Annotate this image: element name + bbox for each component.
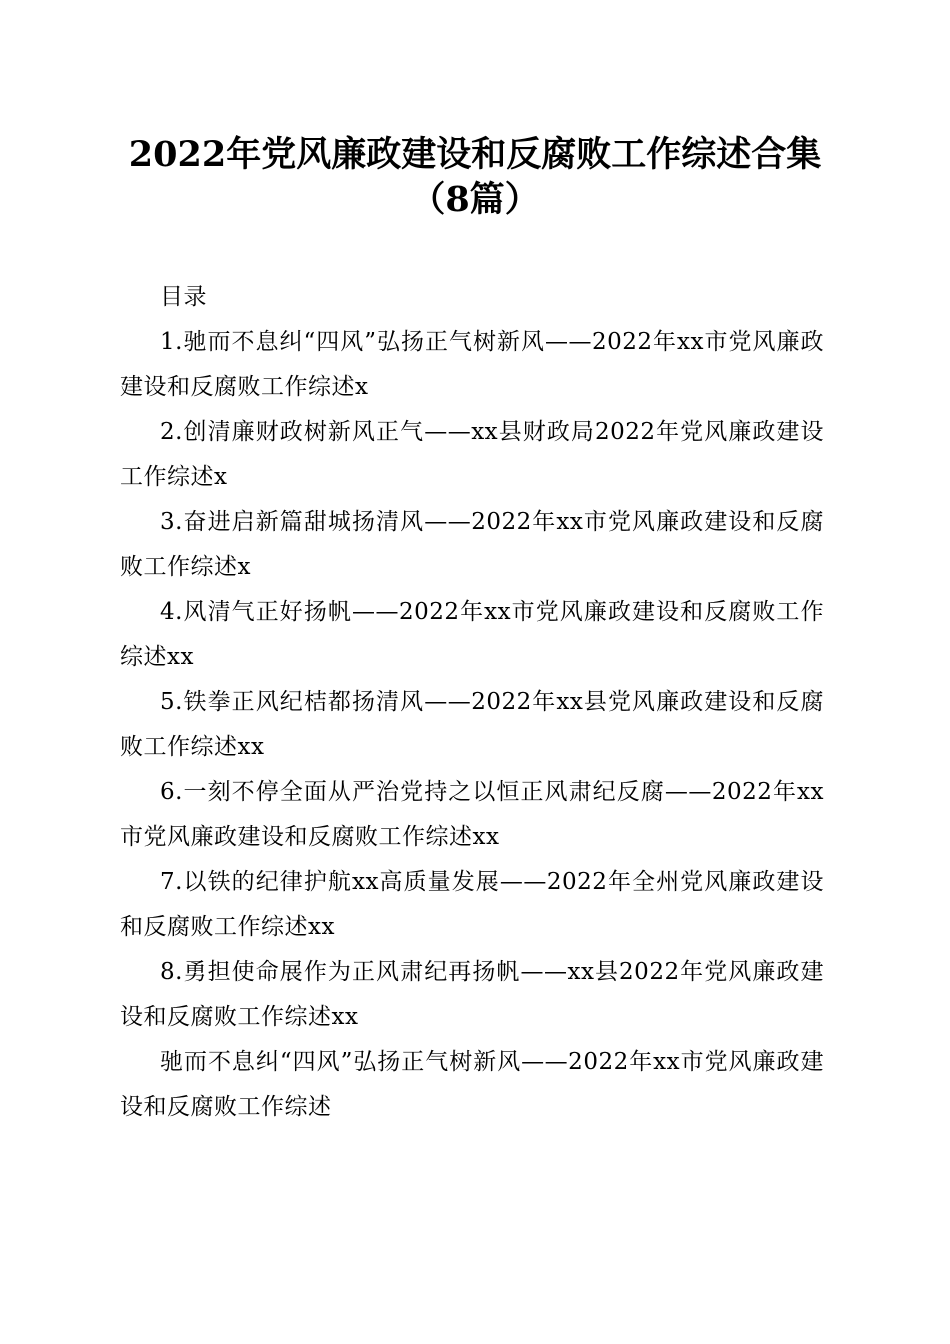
toc-item-7: 7.以铁的纪律护航xx高质量发展——2022年全州党风廉政建设和反腐败工作综述xx: [120, 869, 824, 940]
section-heading: 驰而不息纠“四风”弘扬正气树新风——2022年xx市党风廉政建设和反腐败工作综述: [120, 1049, 824, 1120]
title-line-1: 2022年党风廉政建设和反腐败工作综述合集: [128, 134, 822, 175]
toc-item-6: 6.一刻不停全面从严治党持之以恒正风肃纪反腐——2022年xx市党风廉政建设和反腐败工作综述xx: [120, 779, 824, 850]
toc-heading: 目录: [160, 284, 207, 310]
document-body: [120, 275, 824, 1130]
toc-item-5: 5.铁拳正风纪桔都扬清风——2022年xx县党风廉政建设和反腐败工作综述xx: [120, 689, 824, 760]
toc-item-8: 8.勇担使命展作为正风肃纪再扬帆——xx县2022年党风廉政建设和反腐败工作综述xx: [120, 959, 824, 1030]
toc-item-2: 2.创清廉财政树新风正气——xx县财政局2022年党风廉政建设工作综述x: [120, 419, 824, 490]
title-line-2: （8篇）: [410, 179, 540, 220]
document-title: [0, 132, 950, 222]
toc-item-1: 1.驰而不息纠“四风”弘扬正气树新风——2022年xx市党风廉政建设和反腐败工作综述x: [120, 329, 824, 400]
toc-item-3: 3.奋进启新篇甜城扬清风——2022年xx市党风廉政建设和反腐败工作综述x: [120, 509, 824, 580]
toc-item-4: 4.风清气正好扬帆——2022年xx市党风廉政建设和反腐败工作综述xx: [120, 599, 824, 670]
